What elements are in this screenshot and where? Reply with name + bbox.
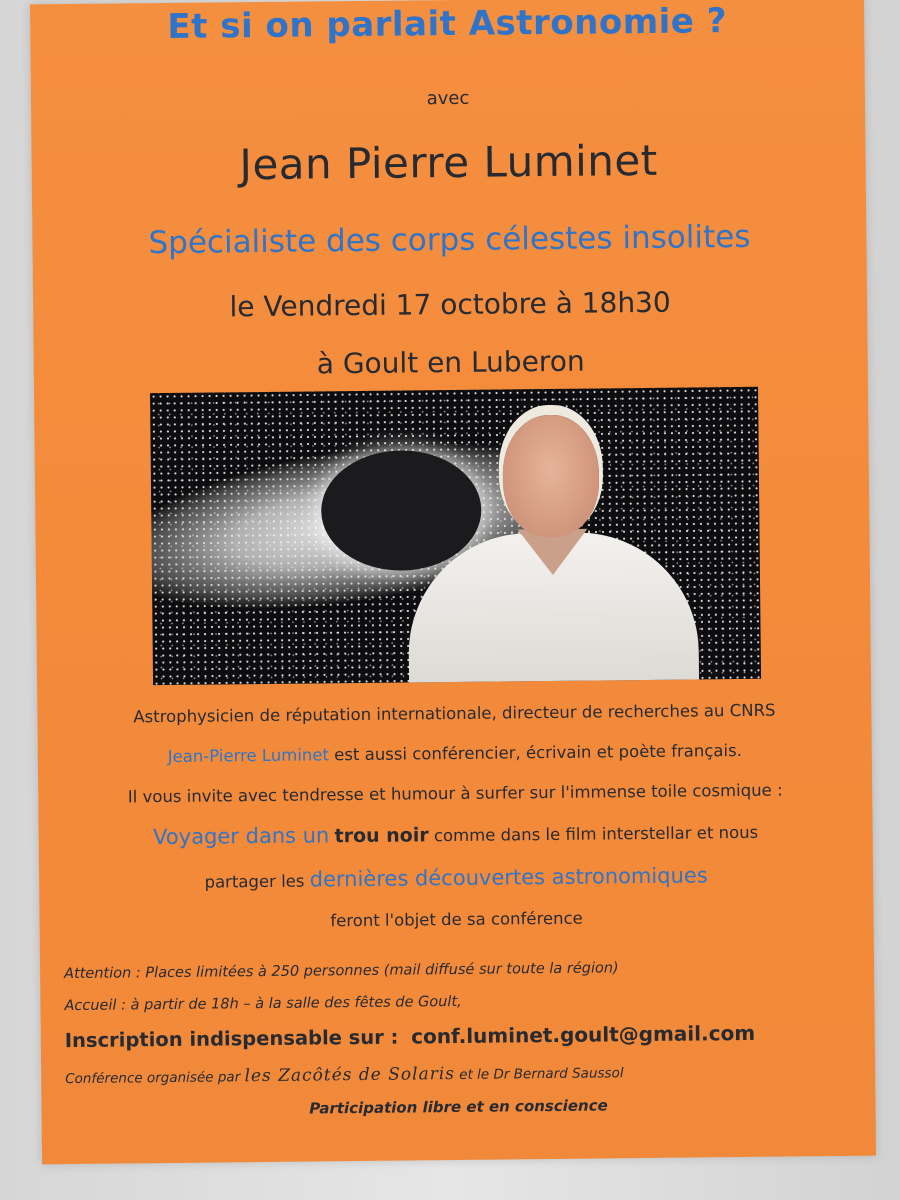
inscription-label: Inscription indispensable sur :	[64, 1025, 399, 1053]
bio-line-1: Astrophysicien de réputation internationale, directeur de recherches au CNRS	[133, 700, 776, 727]
event-poster	[30, 0, 876, 1164]
bio-line-2	[38, 740, 872, 768]
bio-discoveries: dernières découvertes astronomiques	[309, 863, 708, 892]
bio-trou-noir: trou noir	[334, 824, 429, 848]
bio-line-3: Il vous invite avec tendresse et humour à surfer sur l'immense toile cosmique :	[127, 780, 783, 807]
inscription-email: conf.luminet.goult@gmail.com	[411, 1020, 756, 1049]
poster-title: Et si on parlait Astronomie ?	[167, 1, 728, 47]
organizer-line	[65, 1062, 624, 1088]
bio-speaker-name: Jean-Pierre Luminet	[167, 745, 330, 766]
bio-partager: partager les	[204, 871, 305, 892]
accueil-note: Accueil : à partir de 18h – à la salle des fêtes de Goult,	[64, 993, 462, 1015]
event-place: à Goult en Luberon	[316, 344, 585, 381]
speaker-specialty: Spécialiste des corps célestes insolites	[148, 218, 751, 262]
avec-text: avec	[426, 87, 470, 110]
bio-line-5	[39, 862, 873, 895]
speaker-photo	[150, 387, 761, 685]
attention-note: Attention : Places limitées à 250 personnes (mail diffusé sur toute la région)	[64, 960, 619, 983]
bio-line-2-rest: est aussi conférencier, écrivain et poète français.	[334, 740, 743, 765]
organizer-association: les Zacôtés de Solaris	[244, 1064, 456, 1087]
inscription-line	[65, 1021, 756, 1052]
organizer-suffix: et le Dr Bernard Saussol	[459, 1065, 624, 1083]
event-date: le Vendredi 17 octobre à 18h30	[229, 285, 671, 324]
organizer-prefix: Conférence organisée par	[65, 1069, 241, 1088]
bio-line-4	[39, 818, 873, 851]
bio-line-6: feront l'objet de sa conférence	[330, 908, 583, 931]
bio-line-4-rest: comme dans le film interstellar et nous	[433, 822, 759, 846]
portrait-head	[502, 414, 599, 537]
speaker-portrait	[396, 395, 699, 682]
speaker-name: Jean Pierre Luminet	[239, 135, 658, 190]
bio-voyager: Voyager dans un	[152, 823, 330, 850]
participation-note: Participation libre et en conscience	[309, 1096, 608, 1118]
